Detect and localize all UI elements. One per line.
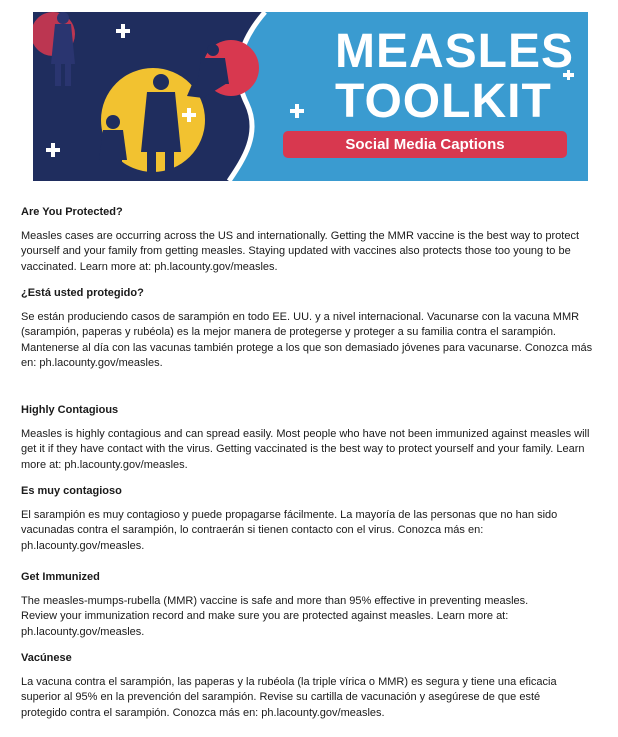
section-heading: Vacúnese [21,652,72,664]
banner-caption-badge: Social Media Captions [283,131,567,158]
section-esta-usted-protegido [21,286,597,371]
section-heading: ¿Está usted protegido? [21,287,144,299]
section-get-immunized [21,570,597,640]
section-heading: Are You Protected? [21,206,123,218]
measles-toolkit-banner [33,12,588,181]
section-are-you-protected [21,205,597,275]
banner-title-line1: MEASLES [335,25,575,78]
section-highly-contagious [21,403,597,473]
section-heading: Highly Contagious [21,404,119,416]
section-es-muy-contagioso [21,484,597,554]
section-heading: Es muy contagioso [21,485,122,497]
section-body: The measles-mumps-rubella (MMR) vaccine is safe and more than 95% effective in preventing measles. Review your immunization record and make sure you are protected against measles. Learn more at: ph.lacounty.gov/measles. [21,595,529,638]
section-body: Se están produciendo casos de sarampión en todo EE. UU. y a nivel internacional. Vacunarse con la vacuna MMR (sarampión, paperas y rubéola) es la mejor manera de protegerse y proteger a su familia contra el sarampión. Mantenerse al día con las vacunas también protege a los que son demasiado jóvenes para vacunarse. Conozca más en: ph.lacounty.gov/measles. [21,311,593,369]
section-body: Measles cases are occurring across the US and internationally. Getting the MMR vaccine is the best way to protect yourself and your family from getting measles. Staying updated with vaccines also protects those too young to be vaccinated. Learn more at: ph.lacounty.gov/measles. [21,230,579,273]
banner-title-line2: TOOLKIT [335,75,552,128]
section-heading: Get Immunized [21,571,100,583]
section-body: La vacuna contra el sarampión, las paperas y la rubéola (la triple vírica o MMR) es segura y tiene una eficacia superior al 95% en la prevención del sarampión. Revise su cartilla de vacunación y asegúrese de que esté protegido contra el sarampión. Conozca más en: ph.lacounty.gov/measles. [21,676,557,719]
section-body: El sarampión es muy contagioso y puede propagarse fácilmente. La mayoría de las personas que no han sido vacunadas contra el sarampión, lo contraerán si tienen contacto con el virus. Conozca más en: ph.lacounty.gov/measles. [21,509,558,552]
section-vacunese [21,651,597,721]
section-body: Measles is highly contagious and can spread easily. Most people who have not been immunized against measles will get it if they have contact with the virus. Getting vaccinated is the best way to protect yourself and your family. Learn more at: ph.lacounty.gov/measles. [21,428,590,471]
